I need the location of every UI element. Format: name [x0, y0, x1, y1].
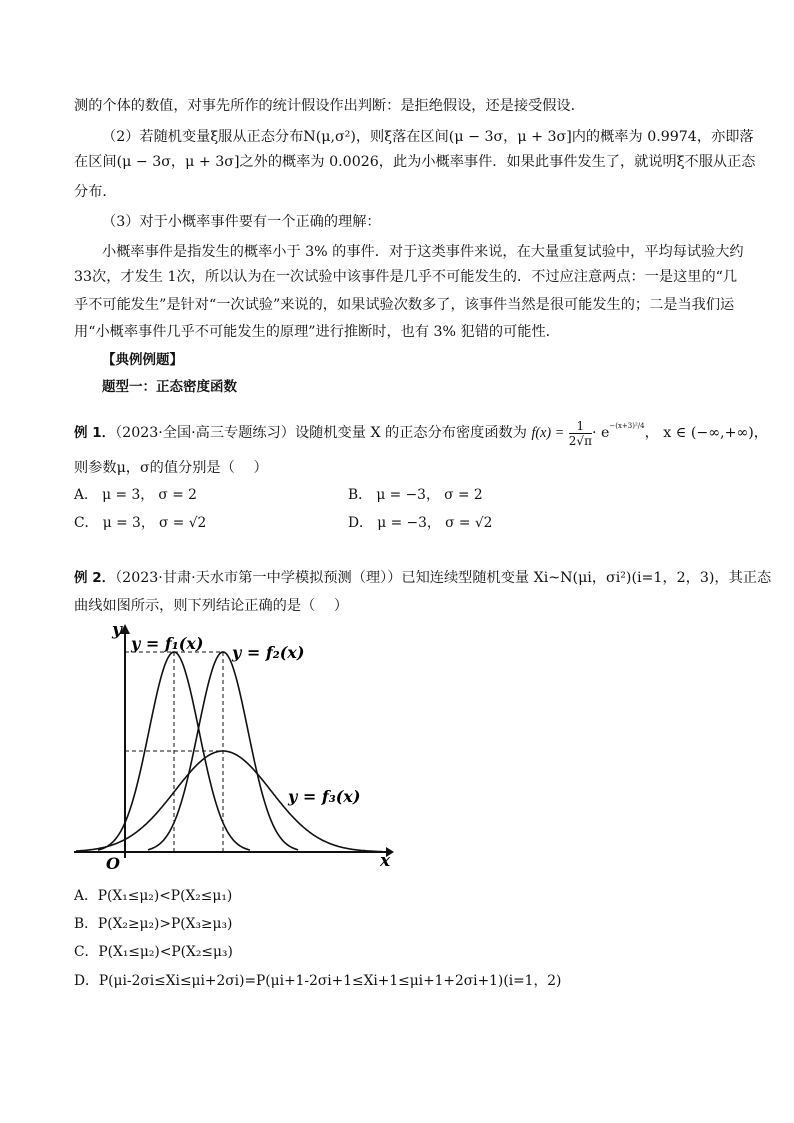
example-2-label: 例 2．	[74, 570, 116, 586]
normal-curves-figure	[68, 618, 400, 874]
example-1-label: 例 1．	[74, 425, 116, 441]
example-1-question: 则参数μ，σ的值分别是（ ）	[74, 460, 268, 476]
f3-label: y = f₃(x)	[288, 787, 361, 806]
example-1-stem	[74, 416, 774, 448]
exp-base: · e	[591, 425, 610, 441]
example-2-option-c: C．P(X₁≤μ₂)<P(X₂≤μ₃)	[74, 944, 233, 960]
origin-label: O	[106, 854, 120, 873]
f1-label: y = f₁(x)	[131, 634, 204, 653]
density-domain: ， x ∈ (−∞,+∞)，	[644, 425, 768, 441]
example-1-option-c: C． μ = 3， σ = √2	[74, 515, 207, 531]
example-2-option-a: A．P(X₁≤μ₂)<P(X₂≤μ₁)	[74, 888, 233, 904]
text-line: 测的个体的数值，对事先所作的统计假设作出判断：是拒绝假设，还是接受假设．	[74, 98, 585, 114]
example-1-option-d: D． μ = −3， σ = √2	[348, 515, 493, 531]
example-2-option-b: B．P(X₂≥μ₂)>P(X₃≥μ₃)	[74, 916, 233, 932]
text-line: 小概率事件是指发生的概率小于 3% 的事件．对于这类事件来说，在大量重复试验中，平均每试验大约	[102, 244, 744, 260]
x-axis-label: x	[380, 851, 391, 871]
text-line: 分布．	[74, 184, 117, 200]
question-type-heading: 题型一：正态密度函数	[102, 379, 237, 395]
section-heading: 【典例例题】	[102, 352, 183, 368]
density-function-name: f(x) =	[531, 425, 565, 441]
example-1-option-a: A． μ = 3， σ = 2	[74, 487, 197, 503]
example-2-text: （2023·甘肃·天水市第一中学模拟预测（理））已知连续型随机变量 Xi~N(μi，σi²)(i=1，2，3)，其正态	[115, 570, 772, 586]
example-2-option-d: D．P(μi-2σi≤Xi≤μi+2σi)=P(μi+1-2σi+1≤Xi+1≤μi+1+2σi+1)(i=1，2)	[74, 973, 562, 989]
f2-label: y = f₂(x)	[232, 643, 305, 662]
density-fraction: $\frac{1}{2√\pi}$	[568, 418, 592, 448]
text-line: （3）对于小概率事件要有一个正确的理解：	[102, 214, 381, 230]
y-axis-label: y	[112, 620, 122, 640]
exp-superscript: −(x+3)²/4	[609, 422, 645, 430]
example-1-source: （2023·全国·高三专题练习）设随机变量 X 的正态分布密度函数为	[115, 425, 527, 441]
text-line: 33次，才发生 1次，所以认为在一次试验中该事件是几乎不可能发生的．不过应注意两点：一是这里的“几	[74, 269, 738, 285]
text-line: 在区间(μ − 3σ，μ + 3σ]之外的概率为 0.0026，此为小概率事件．如果此事件发生了，就说明ξ不服从正态	[74, 154, 756, 170]
example-1-option-b: B． μ = −3， σ = 2	[348, 487, 483, 503]
text-line: 用“小概率事件几乎不可能发生的原理”进行推断时，也有 3% 犯错的可能性．	[74, 324, 560, 340]
example-2-question: 曲线如图所示，则下列结论正确的是（ ）	[74, 598, 349, 614]
example-2-stem	[74, 568, 774, 588]
text-line: （2）若随机变量ξ服从正态分布N(μ,σ²)，则ξ落在区间(μ − 3σ，μ + 3σ]内的概率为 0.9974，亦即落	[102, 129, 754, 145]
text-line: 乎不可能发生”是针对“一次试验”来说的，如果试验次数多了，该事件当然是很可能发生的；二是当我们运	[74, 297, 735, 313]
